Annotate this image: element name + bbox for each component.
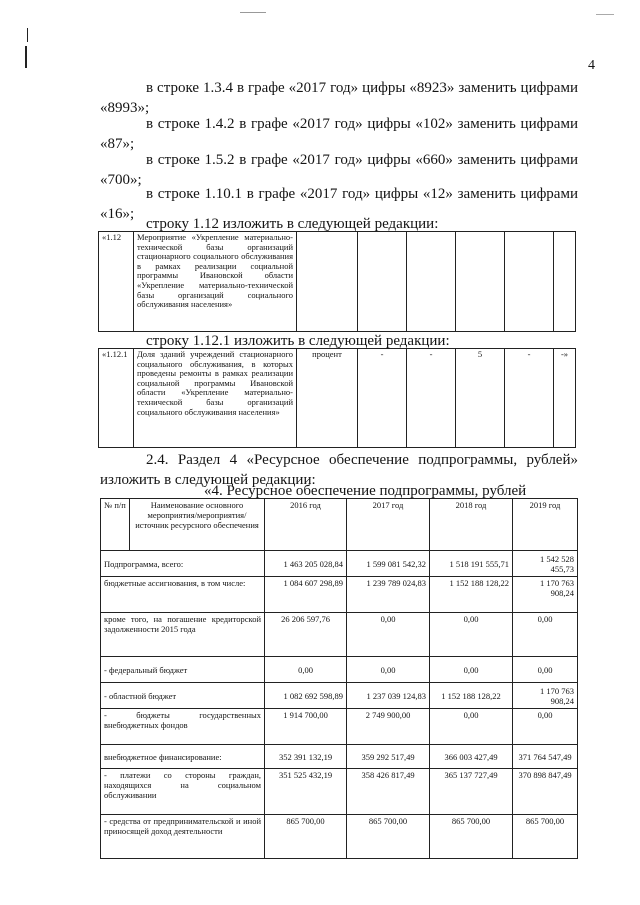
row-1-12-1-number: «1.12.1 — [99, 349, 134, 448]
row-label: - средства от предпринимательской и иной приносящей доход деятельности — [101, 815, 265, 859]
row-value: 0,00 — [513, 613, 578, 657]
row-value: 1 170 763 908,24 — [513, 683, 578, 709]
header-year: 2017 год — [347, 499, 430, 551]
row-1-12-1-table — [98, 348, 576, 448]
row-value: 366 003 427,49 — [430, 745, 513, 769]
scan-mark — [25, 46, 27, 68]
row-value: 865 700,00 — [430, 815, 513, 859]
cell-empty — [456, 232, 505, 332]
row-label: Подпрограмма, всего: — [101, 551, 265, 577]
paragraph-3: в строке 1.5.2 в графе «2017 год» цифры «660» заменить цифрами «700»; — [100, 152, 578, 188]
header-year: 2016 год — [265, 499, 347, 551]
table-title: «4. Ресурсное обеспечение подпрограммы, рублей — [204, 483, 527, 499]
heading-row-1-12: строку 1.12 изложить в следующей редакции: — [146, 216, 439, 232]
heading-row-1-12-1: строку 1.12.1 изложить в следующей редакции: — [146, 333, 450, 349]
row-value: 2 749 900,00 — [347, 709, 430, 745]
row-value: 0,00 — [347, 657, 430, 683]
row-label: - платежи со стороны граждан, находящихся на социальном обслуживании — [101, 769, 265, 815]
row-1-12-1-value: -» — [554, 349, 576, 448]
row-value: 865 700,00 — [265, 815, 347, 859]
row-value: 370 898 847,49 — [513, 769, 578, 815]
row-value: 1 170 763 908,24 — [513, 577, 578, 613]
cell-empty — [358, 232, 407, 332]
row-label: - бюджеты государственных внебюджетных фондов — [101, 709, 265, 745]
row-1-12-number: «1.12 — [99, 232, 134, 332]
row-label: внебюджетное финансирование: — [101, 745, 265, 769]
row-value: 1 082 692 598,89 — [265, 683, 347, 709]
table-row — [101, 745, 578, 769]
table-row — [101, 613, 578, 657]
row-value: 359 292 517,49 — [347, 745, 430, 769]
table-row — [101, 815, 578, 859]
table-row — [101, 577, 578, 613]
paragraph-4: в строке 1.10.1 в графе «2017 год» цифры «12» заменить цифрами «16»; — [100, 186, 578, 222]
cell-empty — [407, 232, 456, 332]
row-1-12-table — [98, 231, 576, 332]
scan-mark — [27, 28, 28, 42]
header-num: № п/п — [101, 499, 130, 551]
table-row — [101, 551, 578, 577]
row-1-12-1-value: 5 — [456, 349, 505, 448]
row-value: 0,00 — [347, 613, 430, 657]
row-value: 0,00 — [430, 613, 513, 657]
row-value: 1 152 188 128,22 — [430, 683, 513, 709]
row-label: кроме того, на погашение кредиторской задолженности 2015 года — [101, 613, 265, 657]
row-1-12-1-unit: процент — [297, 349, 358, 448]
row-value: 1 599 081 542,32 — [347, 551, 430, 577]
row-value: 0,00 — [430, 657, 513, 683]
row-value: 1 518 191 555,71 — [430, 551, 513, 577]
row-value: 1 084 607 298,89 — [265, 577, 347, 613]
resource-table — [100, 498, 578, 859]
row-value: 865 700,00 — [347, 815, 430, 859]
row-1-12-1-value: - — [358, 349, 407, 448]
table-row — [101, 709, 578, 745]
scan-mark — [240, 12, 266, 13]
row-1-12-1-text: Доля зданий учреждений стационарного социального обслуживания, в которых проведены ремонты в рамках реализации социальной программы Ивановской области «Укрепление материально-технической базы организаций социального обслуживания населения» — [134, 349, 297, 448]
row-value: 0,00 — [430, 709, 513, 745]
row-1-12-1-value: - — [407, 349, 456, 448]
cell-empty — [505, 232, 554, 332]
section-heading: 2.4. Раздел 4 «Ресурсное обеспечение подпрограммы, рублей» изложить в следующей редакции: — [100, 452, 578, 488]
row-value: 1 239 789 024,83 — [347, 577, 430, 613]
row-value: 352 391 132,19 — [265, 745, 347, 769]
row-label: - областной бюджет — [101, 683, 265, 709]
header-year: 2018 год — [430, 499, 513, 551]
cell-empty — [297, 232, 358, 332]
row-value: 26 206 597,76 — [265, 613, 347, 657]
table-row — [101, 657, 578, 683]
row-1-12-1-value: - — [505, 349, 554, 448]
row-value: 365 137 727,49 — [430, 769, 513, 815]
row-value: 1 542 528 455,73 — [513, 551, 578, 577]
page-number: 4 — [588, 58, 595, 73]
paragraph-2: в строке 1.4.2 в графе «2017 год» цифры «102» заменить цифрами «87»; — [100, 116, 578, 152]
scan-mark — [596, 14, 614, 15]
header-year: 2019 год — [513, 499, 578, 551]
row-value: 1 463 205 028,84 — [265, 551, 347, 577]
header-name: Наименование основного мероприятия/мероприятия/ источник ресурсного обеспечения — [130, 499, 265, 551]
row-value: 1 237 039 124,83 — [347, 683, 430, 709]
row-value: 0,00 — [513, 657, 578, 683]
table-row — [101, 769, 578, 815]
paragraph-1: в строке 1.3.4 в графе «2017 год» цифры «8923» заменить цифрами «8993»; — [100, 80, 578, 116]
row-value: 0,00 — [513, 709, 578, 745]
row-1-12-text: Мероприятие «Укрепление материально-технической базы организаций стационарного социального обслуживания в рамках реализации социальной программы Ивановской области «Укрепление материально-технической базы организаций социального обслуживания населения» — [134, 232, 297, 332]
row-value: 1 914 700,00 — [265, 709, 347, 745]
row-value: 371 764 547,49 — [513, 745, 578, 769]
row-value: 1 152 188 128,22 — [430, 577, 513, 613]
row-value: 0,00 — [265, 657, 347, 683]
row-value: 865 700,00 — [513, 815, 578, 859]
cell-empty — [554, 232, 576, 332]
table-row — [101, 683, 578, 709]
row-label: бюджетные ассигнования, в том числе: — [101, 577, 265, 613]
row-label: - федеральный бюджет — [101, 657, 265, 683]
row-value: 358 426 817,49 — [347, 769, 430, 815]
row-value: 351 525 432,19 — [265, 769, 347, 815]
